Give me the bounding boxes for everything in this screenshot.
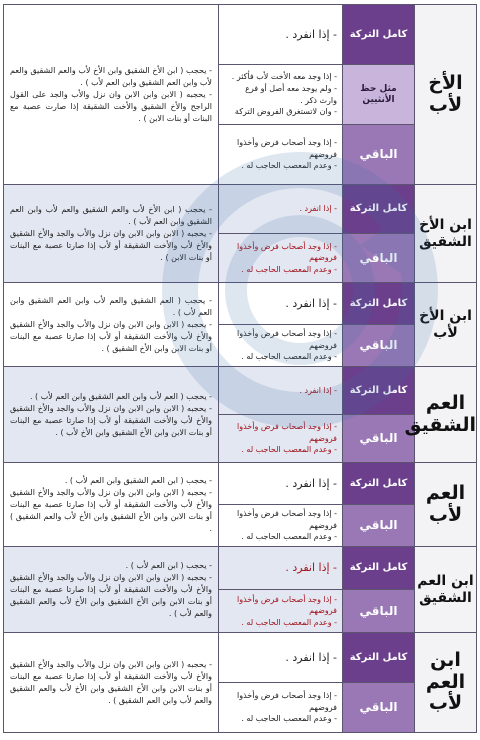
condition-line: - إذا وجد أصحاب فرض وأخذوا فروضهم (237, 594, 337, 616)
condition-line: - إذا انفرد . (285, 561, 337, 575)
share-conditions (219, 125, 343, 185)
condition-line: - وعدم المعصب الحاجب له . (241, 445, 337, 455)
share-conditions (219, 415, 343, 463)
blocking-rule-line: - يحجب ( ابن العم لأب ) . (125, 560, 212, 570)
share-label: كامل التركة (343, 367, 415, 415)
heir-name: ابن الأخ لأب (415, 283, 477, 367)
share-conditions (219, 547, 343, 590)
condition-line: - إذا وجد أصحاب فرض وأخذوا فروضهم (237, 422, 337, 443)
share-conditions (219, 325, 343, 367)
heir-row-4-case-1 (4, 367, 477, 415)
blocking-rule-line: - يحجبه ( الابن وابن الابن وان نزل والأب والجد والأخ الشقيق والأخ لأب والأخت الشقيقة أو لأب إذا صارتا عصبة مع البنات أو بنات الابن وابن الأخ الشقيق وابن الأخ لأب والعم الشقيق والعم لأب ) . (10, 572, 212, 618)
blocking-rules (4, 633, 219, 733)
blocking-rule-line: - يحجبه ( الابن وابن الابن وان نزل والأب والجد على القول الراجح والأخ الشقيق والأخت الشقيقة إذا صارت عصبة مع البنات أو بنات الابن ) . (10, 89, 212, 123)
heir-name: الأخ لأب (415, 5, 477, 185)
heir-row-5-case-1 (4, 463, 477, 505)
heir-name: ابن العم لأب (415, 633, 477, 733)
condition-line: - إذا انفرد . (285, 650, 337, 664)
condition-line: - وعدم المعصب الحاجب له . (241, 714, 337, 724)
share-conditions (219, 633, 343, 683)
heir-name: العم الشقيق (415, 367, 477, 463)
share-label: الباقي (343, 234, 415, 283)
condition-line: - وعدم المعصب الحاجب له . (241, 352, 337, 362)
blocking-rule-line: - يحجبه ( الابن وابن الابن وان نزل والأب والجد والأخ الشقيق والأخ لأب والأخت الشقيقة أو لأب إذا صارتا عصبة مع البنات أو بنات الابن وابن الأخ الشقيق وابن الأخ لأب والعم الشقيق والعم لأب وابن العم الشقيق ) . (10, 659, 212, 705)
blocking-rule-line: - يحجب ( العم الشقيق والعم لأب وابن العم الشقيق وابن العم لأب ) . (10, 295, 212, 317)
share-label: كامل التركة (343, 463, 415, 505)
blocking-rule-line: - يحجبه ( الابن وابن الابن وان نزل والأب والجد والأخ الشقيق والأخ لأب والأخت الشقيقة أو لأب إذا صارتا عصبة مع البنات أو بنات الابن وابن الأخ الشقيق وابن الأخ لأب ) . (10, 403, 212, 437)
condition-line: - وعدم المعصب الحاجب له . (241, 532, 337, 542)
condition-line: - ولم يوجد معه أصل أو فرع (245, 83, 337, 93)
share-conditions (219, 463, 343, 505)
share-label: كامل التركة (343, 633, 415, 683)
blocking-rule-line: - يحجب ( العم لأب وابن العم الشقيق وابن العم لأب ) . (29, 391, 212, 401)
blocking-rule-line: - يحجب ( ابن الأخ الشقيق وابن الأخ لأب والعم الشقيق والعم لأب وابن العم الشقيق وابن العم لأب ) . (10, 65, 212, 87)
condition-line: - إذا انفرد . (285, 296, 337, 310)
heir-row-2-case-1 (4, 185, 477, 234)
condition-line: - إذا وجد أصحاب فرض وأخذوا فروضهم (237, 138, 337, 159)
share-label: كامل التركة (343, 547, 415, 590)
share-conditions (219, 683, 343, 733)
blocking-rules (4, 283, 219, 367)
blocking-rules (4, 463, 219, 547)
blocking-rules (4, 367, 219, 463)
condition-line: - إذا انفرد . (285, 476, 337, 490)
blocking-rule-line: - يحجبه ( الابن وابن الابن وان نزل والأب والجد والأخ الشقيق والأخ لأب والأخت الشقيقة أو لأب إذا صارتا عصبة مع البنات أو بنات الابن وابن الأخ الشقيق وابن الأخ لأب والعم الشقيق ) . (10, 487, 212, 533)
heir-row-1-case-1 (4, 5, 477, 65)
blocking-rule-line: - يحجب ( ابن العم الشقيق وابن العم لأب ) . (64, 475, 212, 485)
blocking-rule-line: - يحجبه ( الابن وابن الابن وان نزل والأب والجد والأخ الشقيق والأخ لأب والأخت الشقيقة أو لأب إذا صارتا عصبة مع البنات أو بنات الابن ) . (10, 228, 212, 262)
heir-row-6-case-1 (4, 547, 477, 590)
condition-line: - وعدم المعصب الحاجب له . (241, 617, 337, 627)
share-label: الباقي (343, 590, 415, 633)
share-conditions (219, 65, 343, 125)
condition-line: وارث ذكر . (300, 95, 337, 105)
heir-name: ابن الأخ الشقيق (415, 185, 477, 283)
condition-line: - إذا انفرد . (299, 204, 337, 214)
share-label: كامل التركة (343, 283, 415, 325)
condition-line: - إذا انفرد . (299, 385, 337, 395)
inheritance-table (3, 4, 477, 733)
share-conditions (219, 234, 343, 283)
share-conditions (219, 590, 343, 633)
condition-line: - وعدم المعصب الحاجب له . (241, 161, 337, 171)
condition-line: - وعدم المعصب الحاجب له . (241, 264, 337, 274)
heir-row-7-case-1 (4, 633, 477, 683)
share-conditions (219, 185, 343, 234)
share-label: مثل حظ الأنثيين (343, 65, 415, 125)
share-conditions (219, 367, 343, 415)
share-conditions (219, 283, 343, 325)
share-label: الباقي (343, 325, 415, 367)
share-label: الباقي (343, 415, 415, 463)
share-label: الباقي (343, 505, 415, 547)
heir-name: العم لأب (415, 463, 477, 547)
condition-line: - إذا وجد معه الأخت لأب فأكثر . (231, 72, 337, 82)
blocking-rule-line: - يحجب ( ابن الأخ لأب والعم الشقيق والعم لأب وابن العم الشقيق وابن العم لأب ) . (10, 204, 212, 226)
condition-line: - إذا وجد أصحاب فرض وأخذوا فروضهم (237, 241, 337, 263)
blocking-rule-line: - يحجبه ( الابن وابن الابن وان نزل والأب والجد والأخ الشقيق والأخ لأب والأخت الشقيقة أو لأب إذا صارتا عصبة مع البنات أو بنات الابن وابن الأخ الشقيق ) . (10, 319, 212, 353)
blocking-rules (4, 547, 219, 633)
share-conditions (219, 505, 343, 547)
share-label: الباقي (343, 683, 415, 733)
condition-line: - وان لاتستغرق الفروض التركة (234, 107, 337, 117)
share-label: الباقي (343, 125, 415, 185)
condition-line: - إذا وجد أصحاب فرض وأخذوا فروضهم (237, 691, 337, 712)
blocking-rules (4, 185, 219, 283)
blocking-rules (4, 5, 219, 185)
condition-line: - إذا انفرد . (285, 27, 337, 41)
share-label: كامل التركة (343, 185, 415, 234)
heir-name: ابن العم الشقيق (415, 547, 477, 633)
share-label: كامل التركة (343, 5, 415, 65)
condition-line: - إذا وجد أصحاب فرض وأخذوا فروضهم (237, 329, 337, 350)
heir-row-3-case-1 (4, 283, 477, 325)
condition-line: - إذا وجد أصحاب فرض وأخذوا فروضهم (237, 509, 337, 530)
share-conditions (219, 5, 343, 65)
